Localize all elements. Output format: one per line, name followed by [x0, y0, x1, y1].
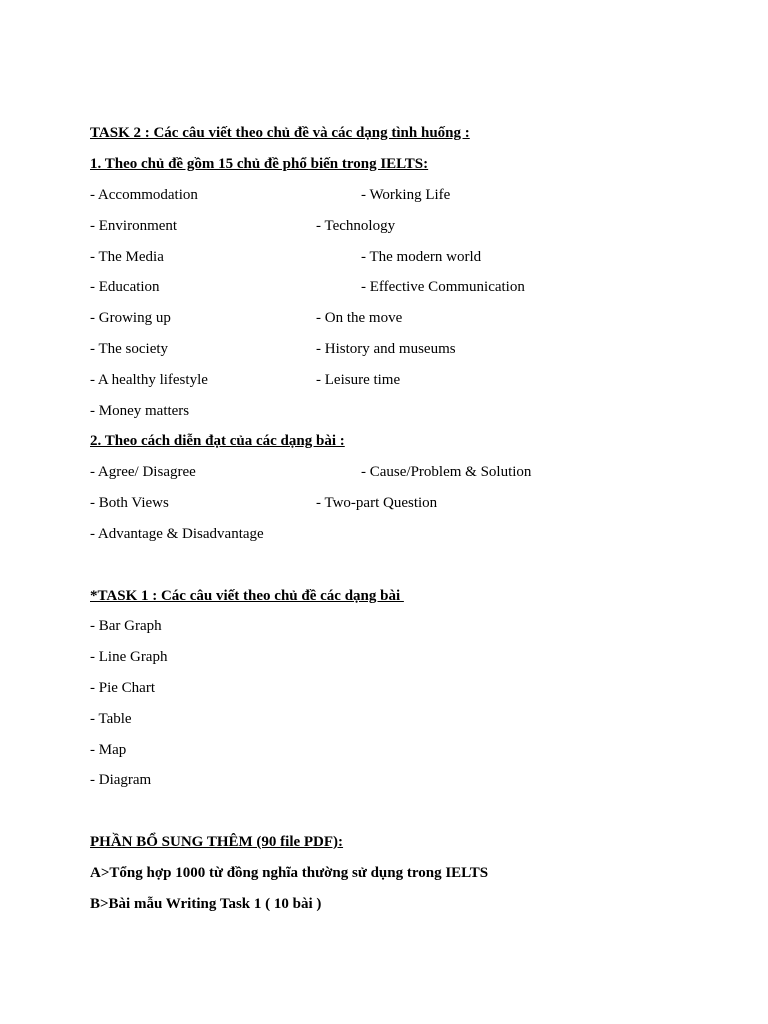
essay-type-item: - Two-part Question — [316, 495, 438, 511]
supplement-item: B>Bài mẫu Writing Task 1 ( 10 bài ) — [90, 896, 322, 912]
task1-item: - Bar Graph — [90, 618, 162, 634]
topic-item: - The society — [90, 341, 169, 357]
topic-item: - The modern world — [361, 249, 482, 265]
topic-item: - On the move — [316, 310, 403, 326]
supplement-heading: PHẦN BỔ SUNG THÊM (90 file PDF): — [90, 834, 344, 850]
topic-item: - Leisure time — [316, 372, 401, 388]
essay-type-item: - Agree/ Disagree — [90, 464, 196, 480]
section1-heading: 1. Theo chủ đề gồm 15 chủ đề phổ biến trong IELTS: — [90, 156, 429, 172]
topic-item: - Education — [90, 279, 160, 295]
task1-item: - Map — [90, 742, 127, 758]
task1-item: - Line Graph — [90, 649, 168, 665]
topic-item: - Working Life — [361, 187, 451, 203]
essay-type-item: - Cause/Problem & Solution — [361, 464, 532, 480]
essay-type-item: - Both Views — [90, 495, 169, 511]
task1-item: - Diagram — [90, 772, 152, 788]
topic-item: - Growing up — [90, 310, 171, 326]
topic-item: - Environment — [90, 218, 178, 234]
task1-item: - Table — [90, 711, 132, 727]
section2-heading: 2. Theo cách diễn đạt của các dạng bài : — [90, 433, 345, 449]
task1-heading: *TASK 1 : Các câu viết theo chủ đề các dạng bài — [90, 588, 404, 604]
topic-item: - Technology — [316, 218, 396, 234]
supplement-item: A>Tổng hợp 1000 từ đồng nghĩa thường sử dụng trong IELTS — [90, 865, 489, 881]
topic-item: - Money matters — [90, 403, 190, 419]
topic-item: - The Media — [90, 249, 164, 265]
topic-item: - Accommodation — [90, 187, 198, 203]
task1-item: - Pie Chart — [90, 680, 155, 696]
topic-item: - A healthy lifestyle — [90, 372, 208, 388]
topic-item: - Effective Communication — [361, 279, 525, 295]
task2-heading: TASK 2 : Các câu viết theo chủ đề và các dạng tình huống : — [90, 125, 470, 141]
essay-type-item: - Advantage & Disadvantage — [90, 526, 264, 542]
topic-item: - History and museums — [316, 341, 456, 357]
